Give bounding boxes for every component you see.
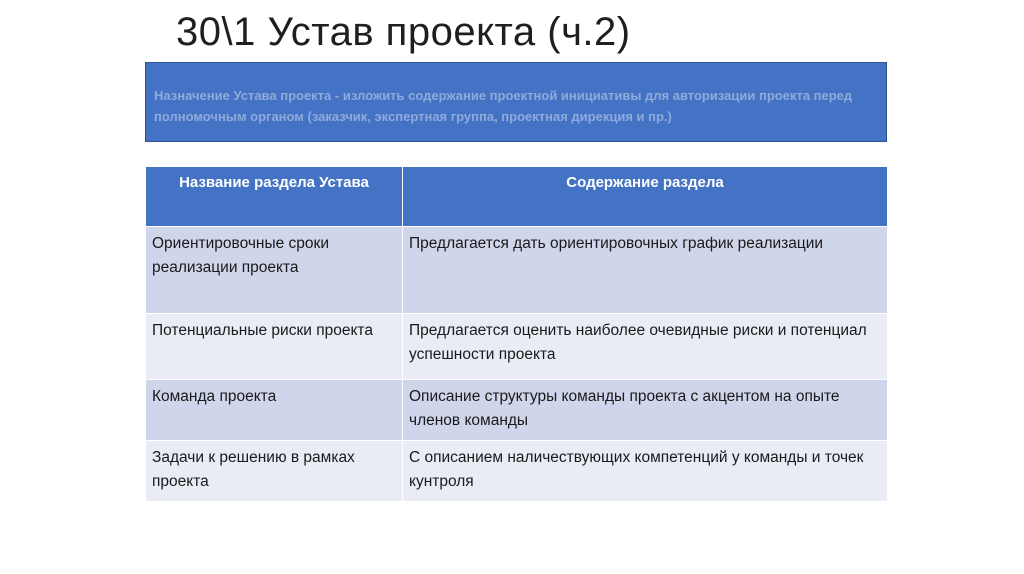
row-section-name: Задачи к решению в рамках проекта: [146, 441, 403, 502]
row-section-content: Описание структуры команды проекта с акцентом на опыте членов команды: [403, 380, 888, 441]
table-row: [146, 380, 888, 441]
purpose-text: Назначение Устава проекта - изложить содержание проектной инициативы для авторизации проекта перед полномочным органом (заказчик, экспертная группа, проектная дирекция и пр.): [154, 88, 853, 124]
row-section-content: С описанием наличествующих компетенций у команды и точек кунтроля: [403, 441, 888, 502]
row-section-content: Предлагается дать ориентировочных график реализации: [403, 227, 888, 314]
charter-sections-table: [145, 166, 888, 502]
table-row: [146, 227, 888, 314]
table-header-row: [146, 167, 888, 227]
purpose-box: [145, 62, 887, 142]
table-row: [146, 441, 888, 502]
row-section-name: Ориентировочные сроки реализации проекта: [146, 227, 403, 314]
header-section-content: Содержание раздела: [403, 167, 888, 227]
row-section-name: Команда проекта: [146, 380, 403, 441]
table-row: [146, 314, 888, 380]
row-section-content: Предлагается оценить наиболее очевидные риски и потенциал успешности проекта: [403, 314, 888, 380]
header-section-name: Название раздела Устава: [146, 167, 403, 227]
row-section-name: Потенциальные риски проекта: [146, 314, 403, 380]
page-title: 30\1 Устав проекта (ч.2): [176, 10, 631, 54]
